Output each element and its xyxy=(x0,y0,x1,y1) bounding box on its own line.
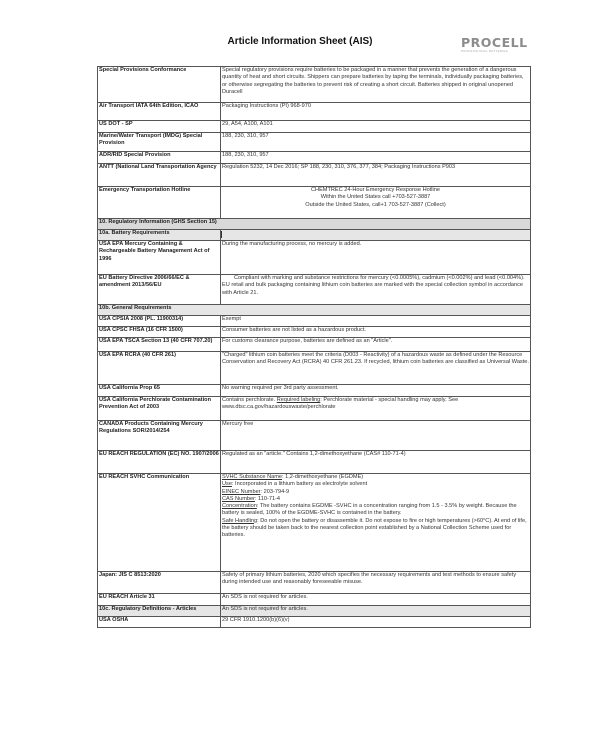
section-header-10 xyxy=(98,219,531,230)
row-label: USA California Perchlorate Contamination Prevention Act of 2003 xyxy=(98,397,221,421)
row-value: No warning required per 3rd party assessment. xyxy=(221,385,531,397)
row-label: USA EPA RCRA (40 CFR 261) xyxy=(98,352,221,385)
table-row xyxy=(98,103,531,121)
table-row xyxy=(98,451,531,474)
table-row xyxy=(98,164,531,187)
row-value: Consumer batteries are not listed as a hazardous product. xyxy=(221,327,531,338)
row-value: Safety of primary lithium batteries, 2020 which specifies the necessary requirements and test methods to ensure safety during intended use and reasonably foreseeable misuse. xyxy=(221,572,531,594)
table-row xyxy=(98,397,531,421)
table-row xyxy=(98,152,531,164)
table-row xyxy=(98,187,531,219)
row-label: EU Battery Directive 2006/66/EC & amendment 2013/56/EU xyxy=(98,275,221,305)
row-value: During the manufacturing process, no mercury is added. xyxy=(221,241,531,275)
hotline-line-2: Within the United States call +703-527-3887 xyxy=(320,194,431,201)
table-row xyxy=(98,352,531,385)
svhc-concentration xyxy=(222,503,529,518)
row-value: Regulated as an "article." Contains 1,2-dimethoxyethane (CAS# 110-71-4) xyxy=(221,451,531,474)
section-header-10c xyxy=(98,606,531,617)
row-label: Emergency Transportation Hotline xyxy=(98,187,221,219)
row-value: An SDS is not required for articles. xyxy=(221,594,531,606)
row-value: Compliant with marking and substance restrictions for mercury (<0.0005%), cadmium (<0.002%) and lead (<0.004%). EU retail and bulk packaging containing lithium coin batteries are marked with the special collection symbol in accordance with Article 21. xyxy=(221,275,531,305)
svhc-use xyxy=(222,481,529,488)
hotline-line-3: Outside the United States, call+1 703-527-3887 (Collect) xyxy=(305,201,446,208)
row-value: Regulation 5232, 14 Dec 2016; SP 188, 230, 310, 376, 377, 384; Packaging Instructions P903 xyxy=(221,164,531,187)
row-value: An SDS is not required for articles. xyxy=(221,606,531,617)
procell-logo xyxy=(461,37,531,57)
table-row xyxy=(98,327,531,338)
table-row xyxy=(98,594,531,606)
section-header-10a xyxy=(98,230,531,241)
table-row xyxy=(98,133,531,152)
table-row xyxy=(98,572,531,594)
svhc-safe-handling xyxy=(222,518,529,540)
subsection-blank xyxy=(221,230,531,241)
row-label: Special Provisions Conformance xyxy=(98,67,221,103)
row-label: EU REACH REGULATION (EC) NO. 1907/2006 xyxy=(98,451,221,474)
row-value: 29, A54, A100, A101 xyxy=(221,121,531,133)
hotline-line-1: CHEMTREC 24-Hour Emergency Response Hotline xyxy=(310,187,440,193)
row-value: 188, 230, 310, 957 xyxy=(221,133,531,152)
perchlorate-prefix: Contains perchlorate. xyxy=(222,397,276,403)
table-row xyxy=(98,241,531,275)
row-label: USA California Prop 65 xyxy=(98,385,221,397)
use-key: Use xyxy=(222,481,232,488)
table-row xyxy=(98,617,531,628)
row-label: CANADA Products Containing Mercury Regulations SOR/2014/254 xyxy=(98,421,221,451)
safe-handling-key: Safe Handling xyxy=(222,517,258,524)
row-value: 29 CFR 1910.1200(b)(6)(v) xyxy=(221,617,531,628)
row-label: ADR/RID Special Provision xyxy=(98,152,221,164)
row-label: EU REACH Article 31 xyxy=(98,594,221,606)
table-row xyxy=(98,338,531,352)
row-label: Japan: JIS C 8513:2020 xyxy=(98,572,221,594)
section-title: 10. Regulatory Information (GHS Section 15) xyxy=(98,219,531,230)
row-value: Special regulatory provisions require batteries to be packaged in a manner that prevents the generation of a dangerous quantity of heat and short circuits. Shippers can prepare batteries by taping the terminals, individually packaging batteries, or otherwise segregating the batteries to prevent risk of creating a short circuit. Batteries shipped in original unopened Duracell xyxy=(221,67,531,103)
logo-tagline: PROFESSIONAL BATTERIES xyxy=(461,49,509,53)
subsection-title: 10c. Regulatory Definitions - Articles xyxy=(98,606,221,617)
row-value xyxy=(221,397,531,421)
table-row xyxy=(98,121,531,133)
einec-key: EINEC Number xyxy=(222,488,261,495)
row-value: Exempt xyxy=(221,316,531,327)
article-information-table xyxy=(97,66,531,628)
table-row xyxy=(98,385,531,397)
perchlorate-note: : Perchlorate material - special handling may apply. See www.dtsc.ca.gov/hazardouswaste/perchlorate xyxy=(222,397,459,411)
emergency-hotline xyxy=(221,187,531,219)
concentration-value: : The battery contains EGDME -SVHC in a concentration ranging from 1.5 - 3.5% by weight. Because the battery is sealed, 100% of the EGDME-SVHC is contained in the battery. xyxy=(222,503,517,517)
row-label: Marine/Water Transport (IMDG) Special Provision xyxy=(98,133,221,152)
row-label: Air Transport IATA 64th Edition, ICAO xyxy=(98,103,221,121)
row-label: USA EPA TSCA Section 13 (40 CFR 707.20) xyxy=(98,338,221,352)
section-header-10b xyxy=(98,305,531,316)
table-row xyxy=(98,474,531,572)
row-value: 188, 230, 310, 957 xyxy=(221,152,531,164)
concentration-key: Concentration xyxy=(222,503,257,510)
svhc-key: SVHC Substance Name xyxy=(222,474,283,480)
row-label: USA CPSIA 2008 (PL. 11900314) xyxy=(98,316,221,327)
table-row xyxy=(98,316,531,327)
row-label: USA EPA Mercury Containing & Rechargeable Battery Management Act of 1996 xyxy=(98,241,221,275)
row-value: "Charged" lithium coin batteries meet the criteria (D003 - Reactivity) of a hazardous waste as defined under the Resource Conservation and Recovery Act (RCRA) 40 CFR 261.23. If recycled, lithium coin batteries are classified as Universal Waste. xyxy=(221,352,531,385)
logo-wordmark: PROCELL xyxy=(461,35,528,50)
row-label: US DOT - SP xyxy=(98,121,221,133)
svhc-cas xyxy=(222,496,529,503)
use-value: : Incorporated in a lithium battery as electrolyte solvent xyxy=(231,481,368,488)
subsection-title: 10b. General Requirements xyxy=(98,305,531,316)
svhc-details xyxy=(221,474,531,572)
cas-key: CAS Number xyxy=(222,495,255,502)
row-value: Packaging Instructions (PI) 968-970 xyxy=(221,103,531,121)
svhc-einec xyxy=(222,489,529,496)
cursor-mark xyxy=(221,231,222,238)
table-row xyxy=(98,275,531,305)
table-row xyxy=(98,421,531,451)
document-title: Article Information Sheet (AIS) xyxy=(227,36,373,47)
row-label: ANTT (National Land Transportation Agency xyxy=(98,164,221,187)
svhc-substance xyxy=(222,474,529,481)
table-row xyxy=(98,67,531,103)
row-value: Mercury free xyxy=(221,421,531,451)
svhc-value: : 1,2-dimethoxyethane (EGDME) xyxy=(282,474,364,480)
cas-value: : 110-71-4 xyxy=(254,495,281,502)
subsection-title: 10a. Battery Requirements xyxy=(98,230,221,241)
row-label: USA CPSC FHSA (16 CFR 1500) xyxy=(98,327,221,338)
einec-value: : 203-794-9 xyxy=(260,488,290,495)
row-label: USA OSHA xyxy=(98,617,221,628)
required-labeling-link[interactable]: Required labeling xyxy=(276,397,321,403)
safe-handling-value: : Do not open the battery or disassemble it. Do not expose to fire or high temperatures (>60°C). At end of life, the battery should be taken back to the nearest collection point established by a National Collection Scheme used for batteries. xyxy=(222,517,527,539)
row-value: For customs clearance purpose, batteries are defined as an "Article". xyxy=(221,338,531,352)
row-label: EU REACH SVHC Communication xyxy=(98,474,221,572)
